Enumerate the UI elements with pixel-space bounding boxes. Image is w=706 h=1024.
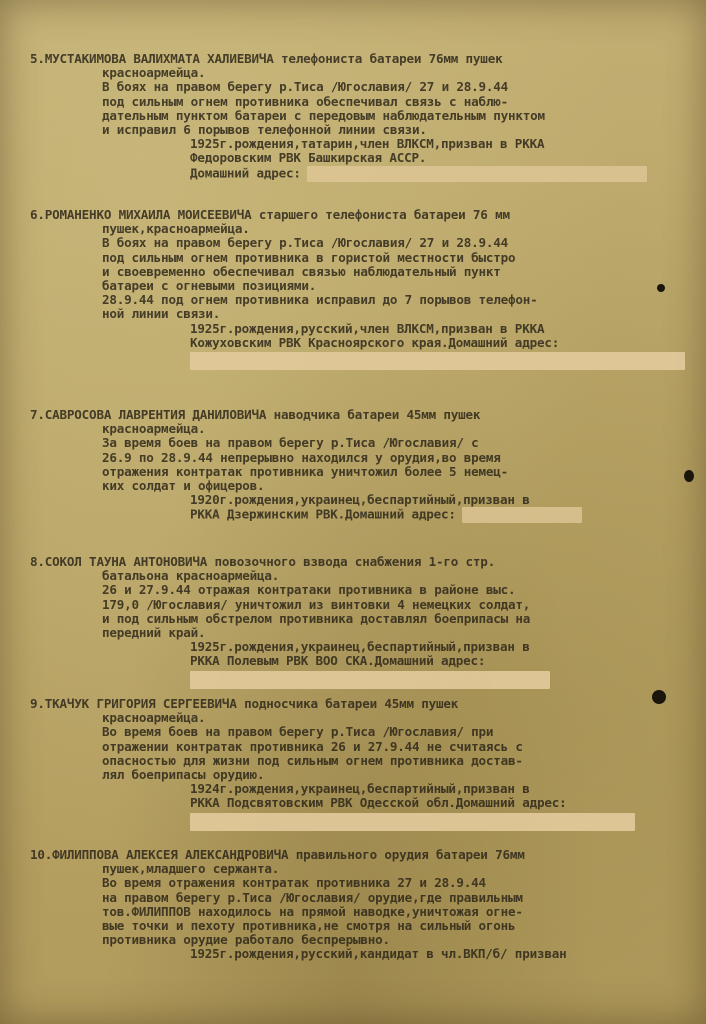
entry-heading bbox=[30, 408, 698, 422]
entry-text-line bbox=[30, 436, 698, 450]
line-text: 1920г.рождения,украинец,беспартийный,призван в bbox=[190, 493, 530, 508]
entry-text-line bbox=[30, 583, 698, 597]
line-text: Домашний адрес: bbox=[190, 165, 301, 181]
line-text: под сильным огнем противника обеспечивал связь с наблю- bbox=[102, 94, 509, 109]
line-text: РККА Полевым РВК ВОО СКА.Домашний адрес: bbox=[190, 654, 486, 669]
line-text: 7.САВРОСОВА ЛАВРЕНТИЯ ДАНИЛОВИЧА наводчика батареи 45мм пушек bbox=[30, 408, 481, 422]
entry-text-line bbox=[30, 123, 698, 137]
entry-text-line bbox=[30, 279, 698, 293]
line-text: противника орудие работало беспрерывно. bbox=[102, 933, 390, 948]
line-text: и исправил 6 порывов телефонной линии связи. bbox=[102, 123, 427, 138]
redacted-address bbox=[190, 813, 635, 831]
entry-text-line bbox=[30, 640, 698, 654]
entry-heading bbox=[30, 52, 698, 66]
entry-text-line bbox=[30, 293, 698, 307]
line-text: Федоровским РВК Башкирская АССР. bbox=[190, 151, 427, 166]
entry-heading bbox=[30, 697, 698, 711]
line-text: 9.ТКАЧУК ГРИГОРИЯ СЕРГЕЕВИЧА подносчика батареи 45мм пушек bbox=[30, 697, 459, 711]
entry-text-line bbox=[30, 654, 698, 668]
line-text: отражении контратак противника 26 и 27.9.44 не считаясь с bbox=[102, 739, 523, 754]
entry-text-line bbox=[30, 507, 698, 523]
entry-text-line bbox=[30, 479, 698, 493]
line-text: батальона красноармейца. bbox=[102, 569, 280, 584]
entry-text-line bbox=[30, 422, 698, 436]
award-entry-8 bbox=[30, 555, 698, 689]
entry-text-line bbox=[30, 768, 698, 782]
entry-text-line bbox=[30, 322, 698, 336]
entry-text-line bbox=[30, 137, 698, 151]
line-text: РККА Подсвятовским РВК Одесской обл.Домашний адрес: bbox=[190, 796, 567, 811]
line-text: 6.РОМАНЕНКО МИХАИЛА МОИСЕЕВИЧА старшего телефониста батареи 76 мм bbox=[30, 208, 510, 222]
entry-text-line bbox=[30, 307, 698, 321]
line-text: красноармейца. bbox=[102, 711, 206, 726]
line-text: на правом берегу р.Тиса /Югославия/ орудие,где правильным bbox=[102, 890, 523, 905]
entry-heading bbox=[30, 848, 698, 862]
line-text: 1925г.рождения,татарин,член ВЛКСМ,призван в РККА bbox=[190, 137, 545, 152]
redacted-address bbox=[307, 166, 647, 182]
line-text: 28.9.44 под огнем противника исправил до 7 порывов телефон- bbox=[102, 293, 538, 308]
entry-text-line bbox=[30, 905, 698, 919]
award-entry-10 bbox=[30, 848, 698, 962]
entry-text-line bbox=[30, 465, 698, 479]
entry-text-line bbox=[30, 336, 698, 350]
line-text: 10.ФИЛИППОВА АЛЕКСЕЯ АЛЕКСАНДРОВИЧА правильного орудия батареи 76мм bbox=[30, 848, 525, 862]
line-text: В боях на правом берегу р.Тиса /Югославия/ 27 и 28.9.44 bbox=[102, 236, 509, 251]
entry-text-line bbox=[30, 569, 698, 583]
entry-text-line bbox=[30, 151, 698, 165]
ink-blot bbox=[684, 470, 694, 482]
line-text: Кожуховским РВК Красноярского края.Домашний адрес: bbox=[190, 335, 560, 350]
line-text: опасностью для жизни под сильным огнем противника достав- bbox=[102, 753, 523, 768]
ink-blot bbox=[657, 284, 665, 292]
entry-text-line bbox=[30, 612, 698, 626]
line-text: тов.ФИЛИППОВ находилось на прямой наводке,уничтожая огне- bbox=[102, 904, 523, 919]
entry-text-line bbox=[30, 891, 698, 905]
entry-text-line bbox=[30, 80, 698, 94]
line-text: За время боев на правом берегу р.Тиса /Югославия/ с bbox=[102, 436, 479, 451]
entry-text-line bbox=[30, 95, 698, 109]
line-text: ких солдат и офицеров. bbox=[102, 479, 265, 494]
line-text: отражения контратак противника уничтожил более 5 немец- bbox=[102, 464, 509, 479]
ink-blot bbox=[652, 690, 666, 704]
entry-text-line bbox=[30, 66, 698, 80]
line-text: передний край. bbox=[102, 626, 206, 641]
redacted-address bbox=[190, 671, 550, 689]
award-entry-9 bbox=[30, 697, 698, 831]
line-text: лял боеприпасы орудию. bbox=[102, 768, 265, 783]
entry-text-line bbox=[30, 711, 698, 725]
entry-text-line bbox=[30, 626, 698, 640]
entry-text-line bbox=[30, 251, 698, 265]
entry-text-line bbox=[30, 754, 698, 768]
entry-text-line bbox=[30, 876, 698, 890]
entry-text-line bbox=[30, 919, 698, 933]
entry-text-line bbox=[30, 451, 698, 465]
line-text: пушек,красноармейца. bbox=[102, 222, 250, 237]
entry-heading bbox=[30, 208, 698, 222]
line-text: 26.9 по 28.9.44 непрерывно находился у орудия,во время bbox=[102, 450, 501, 465]
entry-heading bbox=[30, 555, 698, 569]
line-text: 1925г.рождения,русский,кандидат в чл.ВКП/б/ призван bbox=[190, 947, 567, 962]
line-text: вые точки и пехоту противника,не смотря на сильный огонь bbox=[102, 919, 516, 934]
line-text: под сильным огнем противника в гористой местности быстро bbox=[102, 250, 516, 265]
line-text: В боях на правом берегу р.Тиса /Югославия/ 27 и 28.9.44 bbox=[102, 80, 509, 95]
line-text: 179,0 /Югославия/ уничтожил из винтовки 4 немецких солдат, bbox=[102, 597, 531, 612]
entry-text-line bbox=[30, 493, 698, 507]
line-text: 8.СОКОЛ ТАУНА АНТОНОВИЧА повозочного взвода снабжения 1-го стр. bbox=[30, 555, 496, 569]
line-text: дательным пунктом батареи с передовым наблюдательным пунктом bbox=[102, 108, 545, 123]
line-text: пушек,младшего сержанта. bbox=[102, 862, 280, 877]
line-text: и под сильным обстрелом противника доставлял боеприпасы на bbox=[102, 611, 531, 626]
entry-text-line bbox=[30, 782, 698, 796]
entry-text-line bbox=[30, 236, 698, 250]
line-text: РККА Дзержинским РВК.Домашний адрес: bbox=[190, 507, 456, 522]
line-text: красноармейца. bbox=[102, 66, 206, 81]
entry-text-line bbox=[30, 222, 698, 236]
line-text: Во время отражения контратак противника 27 и 28.9.44 bbox=[102, 876, 486, 891]
entry-text-line bbox=[30, 598, 698, 612]
line-text: батареи с огневыми позициями. bbox=[102, 279, 317, 294]
entry-text-line bbox=[30, 725, 698, 739]
award-entry-5 bbox=[30, 52, 698, 182]
award-entry-7 bbox=[30, 408, 698, 523]
entry-text-line bbox=[30, 862, 698, 876]
line-text: 1925г.рождения,украинец,беспартийный,призван в bbox=[190, 640, 530, 655]
entry-text-line bbox=[30, 933, 698, 947]
redacted-address bbox=[190, 352, 685, 370]
line-text: красноармейца. bbox=[102, 422, 206, 437]
line-text: 1924г.рождения,украинец,беспартийный,призван в bbox=[190, 782, 530, 797]
line-text: 1925г.рождения,русский,член ВЛКСМ,призван в РККА bbox=[190, 321, 545, 336]
entry-text-line bbox=[30, 265, 698, 279]
entry-text-line bbox=[30, 947, 698, 961]
redacted-address bbox=[462, 507, 582, 523]
award-entry-6 bbox=[30, 208, 698, 370]
line-text: ной линии связи. bbox=[102, 307, 221, 322]
entry-text-line bbox=[30, 796, 698, 810]
line-text: и своевременно обеспечивал связью наблюдательный пункт bbox=[102, 264, 501, 279]
entry-text-line bbox=[30, 740, 698, 754]
line-text: Во время боев на правом берегу р.Тиса /Югославия/ при bbox=[102, 725, 494, 740]
entry-text-line bbox=[30, 166, 698, 182]
line-text: 5.МУСТАКИМОВА ВАЛИХМАТА ХАЛИЕВИЧА телефониста батареи 76мм пушек bbox=[30, 52, 503, 66]
entry-text-line bbox=[30, 109, 698, 123]
line-text: 26 и 27.9.44 отражая контратаки противника в районе выс. bbox=[102, 583, 516, 598]
